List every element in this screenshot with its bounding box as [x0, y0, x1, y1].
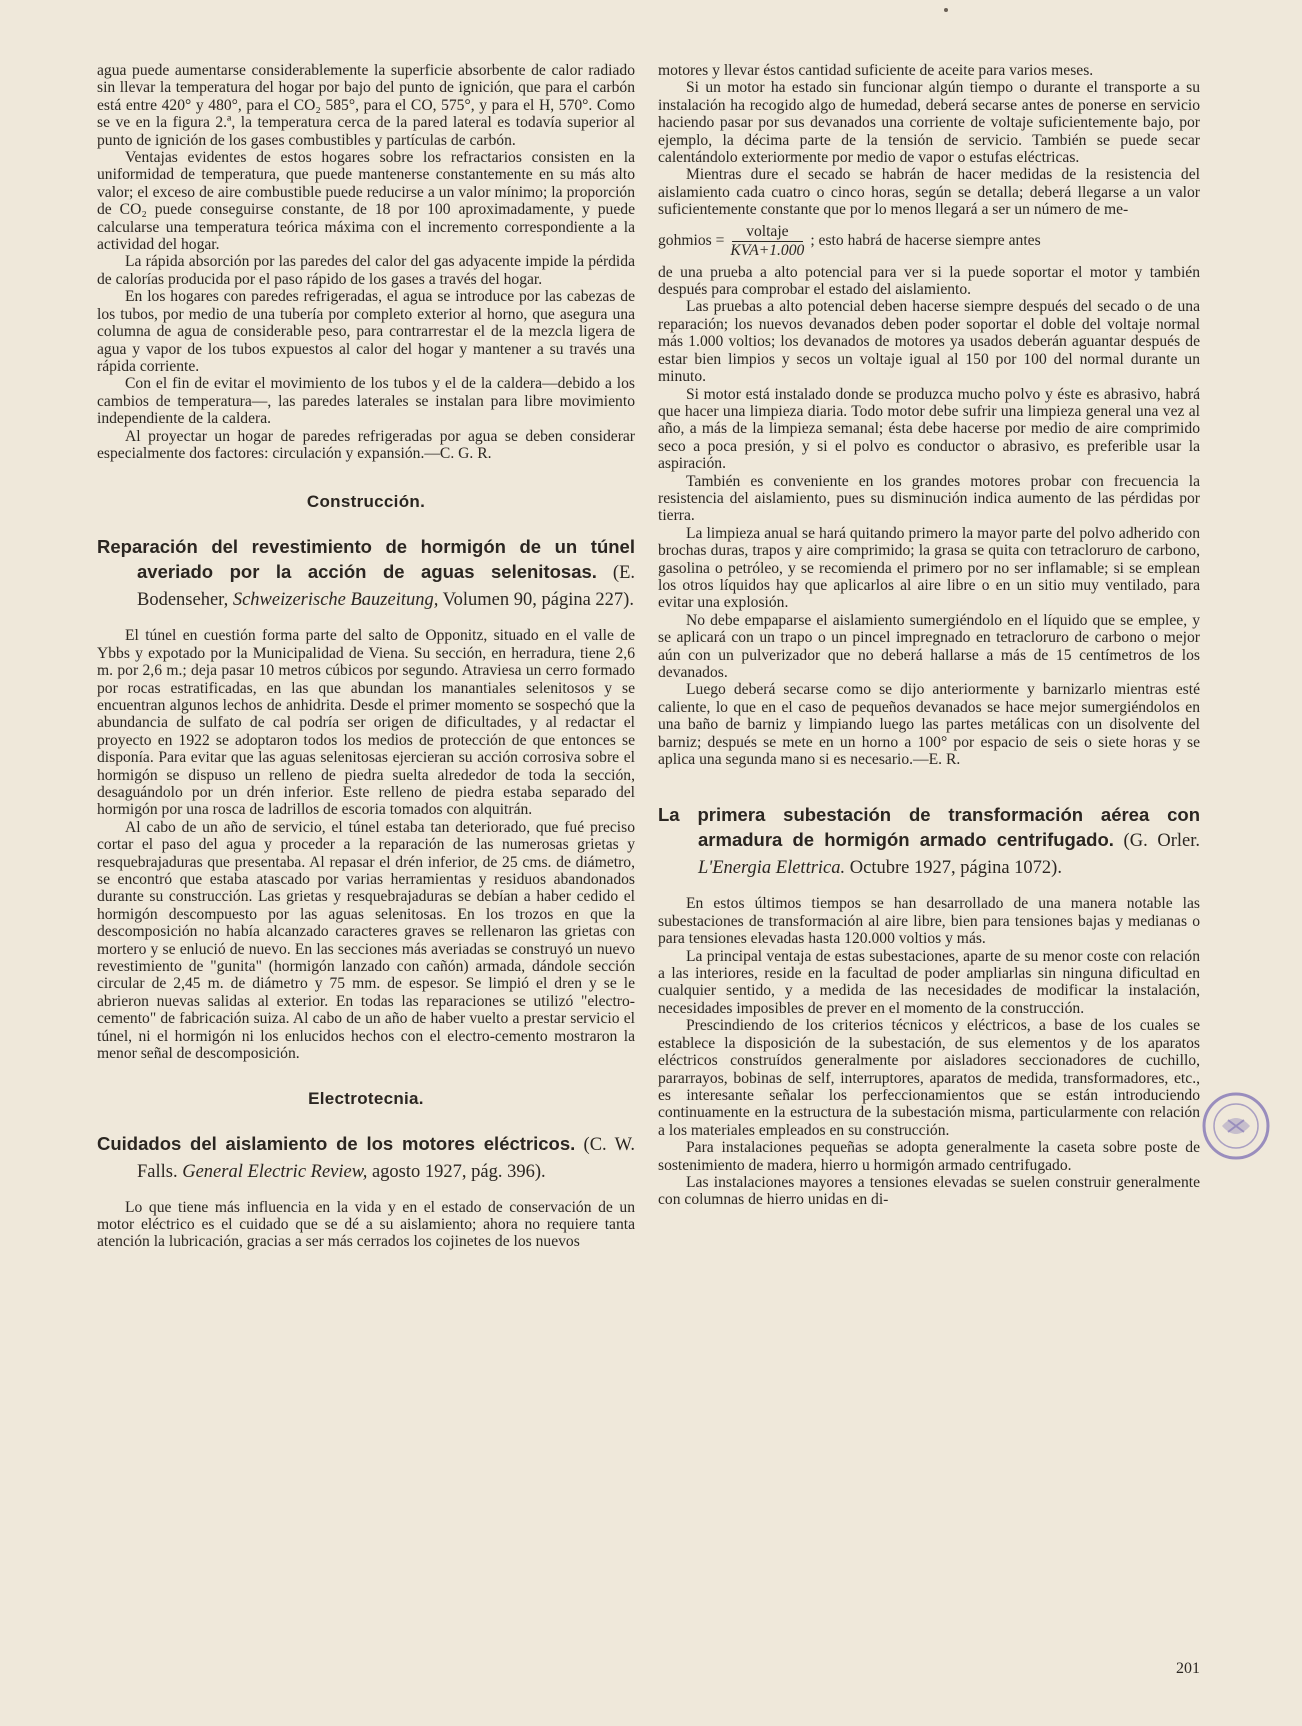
article-source: (G. Orler. [1113, 831, 1200, 852]
formula-rhs: ; esto habrá de hacerse siempre antes [810, 232, 1041, 250]
paragraph: Las pruebas a alto potencial deben hacerse siempre después del secado o de una reparación; los nuevos devanados deben poder soportar el doble del voltaje normal más 1.000 voltios; los devanados de motores ya usados deberán aguantar después de estar bien limpios y secos un voltaje igual al 150 por 100 del normal durante un minuto. [658, 298, 1200, 386]
right-column [658, 62, 1200, 1209]
paragraph: Al cabo de un año de servicio, el túnel estaba tan deteriorado, que fué preciso cortar el paso del agua y proceder a la reparación de las numerosas grietas y resquebrajaduras que presentaba. Al repasar el drén inferior, de 25 cms. de diámetro, se encontró que estaba atascado por varias herramientas y residuos abandonados durante su construcción. Las grietas y resquebrajaduras se debían a haber cedido el hormigón descompuesto por las aguas selenitosas. En los trozos en que la descomposición no había alcanzado caracteres graves se rellenaron las grietas con mortero y se enlució de nuevo. En las secciones más averiadas se construyó un nuevo revestimiento de "gunita" (hormigón lanzado con cañón) armada, dándole sección circular de 2,45 m. de diámetro y 75 mm. de espesor. Se limpió el dren y se le abrieron nuevas salidas al exterior. En todas las reparaciones se utilizó "electro-cemento" de fabricación suiza. Al cabo de un año de haber vuelto a prestar servicio el túnel, ni el hormigón ni los enlucidos hechos con el electro-cemento mostraron la menor señal de descomposición. [97, 818, 635, 1063]
paragraph: agua puede aumentarse considerablemente la superficie absorbente de calor radiado sin llevar la temperatura del hogar por bajo del punto de ignición, que para el carbón está entre 420° y 480°, para el CO₂ 585°, para el CO, 575°, y para el H, 570°. Como se ve en la figura 2.ª, la temperatura cerca de la pared lateral es todavía superior al punto de ignición de los gases combustibles y partículas de carbón. [97, 62, 635, 149]
article-source: (E. Bodenseher, [137, 563, 635, 611]
paragraph: de una prueba a alto potencial para ver si la puede soportar el motor y también después para comprobar el estado del aislamiento. [658, 263, 1200, 299]
paragraph: Para instalaciones pequeñas se adopta generalmente la caseta sobre poste de sostenimiento de madera, hierro u hormigón armado centrifugado. [658, 1139, 1200, 1174]
paragraph: Mientras dure el secado se habrán de hacer medidas de la resistencia del aislamiento cada cuatro o cinco horas, según se detalla; deberá llegarse a un valor suficientemente constante que por lo menos llegará a ser un número de me- [658, 166, 1200, 219]
speck-mark [944, 8, 948, 12]
paragraph: También es conveniente en los grandes motores probar con frecuencia la resistencia del aislamiento, pues su disminución indica aumento de las pérdidas por tierra. [658, 472, 1200, 525]
formula-numerator: voltaje [732, 223, 802, 242]
article-title [97, 534, 635, 613]
article-title-text: Cuidados del aislamiento de los motores eléctricos. [97, 1132, 576, 1154]
article-heading [658, 802, 1200, 881]
article-title [658, 802, 1200, 881]
paragraph: Lo que tiene más influencia en la vida y en el estado de conservación de un motor eléctrico es el cuidado que se dé a su aislamiento; ahora no requiere tanta atención la lubricación, gracias a ser más cerrados los cojinetes de los nuevos [97, 1198, 635, 1251]
section-heading-electrotecnia: Electrotecnia. [308, 1088, 424, 1108]
article-source-date: agosto 1927, pág. 396). [367, 1161, 546, 1182]
formula-lhs: gohmios = [658, 232, 725, 250]
paragraph: Prescindiendo de los criterios técnicos y eléctricos, a base de los cuales se establece la disposición de la subestación, de sus elementos y de los aparatos eléctricos construídos generalmente por aisladores seccionadores de cuchillo, pararrayos, bobinas de self, interruptores, aparatos de medida, transformadores, etc., es interesante señalar los perfeccionamientos que se están introduciendo continuamente en la estructura de la subestación misma, particularmente con relación a los materiales empleados en su construcción. [658, 1017, 1200, 1139]
article-source-journal: General Electric Review, [182, 1161, 368, 1182]
article-title-text: Reparación del revestimiento de hormigón de un túnel averiado por la acción de aguas selenitosas. [97, 536, 635, 583]
paragraph: Con el fin de evitar el movimiento de los tubos y el de la caldera—debido a los cambios de temperatura—, las paredes laterales se instalan para libre movimiento independiente de la caldera. [97, 375, 635, 428]
article-heading [97, 1131, 635, 1185]
formula-fraction [730, 223, 804, 260]
megohm-formula [658, 223, 1200, 260]
paragraph: No debe empaparse el aislamiento sumergiéndolo en el líquido que se emplee, y se aplicará con un trapo o un pincel impregnado en tetracloruro de carbono o mejor aún con un pulverizador que no deberá hallarse a más de 15 centímetros de los devanados. [658, 611, 1200, 681]
article-source-journal: L'Energia Elettrica. [698, 858, 846, 879]
article-source-date: Octubre 1927, página 1072). [845, 858, 1062, 879]
paragraph: motores y llevar éstos cantidad suficiente de aceite para varios meses. [658, 62, 1094, 79]
article-source: (C. W. Falls. [137, 1134, 635, 1182]
article-source-journal: Schweizerische Bauzeitung, [232, 590, 439, 611]
article-title [97, 1131, 635, 1185]
paragraph: La rápida absorción por las paredes del calor del gas adyacente impide la pérdida de calorías producida por el paso rápido de los gases a través del hogar. [97, 253, 635, 288]
paragraph: Si motor está instalado donde se produzca mucho polvo y éste es abrasivo, habrá que hacer una limpieza diaria. Todo motor debe sufrir una limpieza general una vez al año, a más de la limpieza semanal; ésta debe hacerse por medio de aire comprimido seco a poca presión, y si el polvo es conductor o abrasivo, es preferible usar la aspiración. [658, 385, 1200, 473]
article-title-text: La primera subestación de transformación aérea con armadura de hormigón armado centrifugado. [658, 804, 1200, 851]
paragraph: Luego deberá secarse como se dijo anteriormente y barnizarlo mientras esté caliente, lo que en el caso de pequeños devanados se hace mejor sumergiéndolos en una baño de barniz y limpiando luego las partes metálicas con un disolvente del barniz; después se mete en un horno a 100° por espacio de seis o siete horas y se aplica una segunda mano si es necesario.—E. R. [658, 681, 1200, 769]
paragraph: Ventajas evidentes de estos hogares sobre los refractarios consisten en la uniformidad de temperatura, que puede mantenerse constantemente en su más alto valor; el exceso de aire combustible puede reducirse a un valor mínimo; la proporción de CO₂ puede conseguirse constante, de 18 por 100 aproximadamente, y puede calcularse una temperatura teórica máxima con el incremento correspondiente a la actividad del hogar. [97, 149, 635, 254]
paragraph: Si un motor ha estado sin funcionar algún tiempo o durante el transporte a su instalación ha recogido algo de humedad, deberá secarse antes de ponerse en servicio haciendo pasar por sus devanados una corriente de voltaje suficientemente bajo, por ejemplo, la décima parte de la tensión de servicio. También se puede secar calentándolo exteriormente por medio de vapor o estufas eléctricas. [658, 79, 1200, 167]
article-source-volume: Volumen 90, página 227). [438, 590, 634, 611]
paragraph: El túnel en cuestión forma parte del salto de Opponitz, situado en el valle de Ybbs y expotado por la Municipalidad de Viena. Su sección, en herradura, tiene 2,6 m. por 2,6 m.; deja pasar 10 metros cúbicos por segundo. Atraviesa un cerro formado por rocas estratificadas, en las que abundan los manantiales selenitosos y se encuentran algunos lechos de anhidrita. Desde el primer momento se sospechó que la abundancia de sulfato de cal podría ser origen de dificultades, y al redactar el proyecto en 1922 se adoptaron todos los medios de protección de que entonces se disponía. Para evitar que las aguas selenitosas ejercieran su acción corrosiva sobre el hormigón se dispuso un relleno de piedra suelta alrededor de toda la sección, desaguándolo por un drén inferior. Este relleno de piedra estaba separado del hormigón por una rosca de ladrillos de escoria tomados con alquitrán. [97, 627, 635, 819]
paragraph: En estos últimos tiempos se han desarrollado de una manera notable las subestaciones de transformación al aire libre, bien para tensiones bajas y medianas o para tensiones elevadas hasta 120.000 voltios y más. [658, 895, 1200, 948]
paragraph: Al proyectar un hogar de paredes refrigeradas por agua se deben considerar especialmente dos factores: circulación y expansión.—C. G. R. [97, 427, 635, 462]
article-heading [97, 534, 635, 613]
library-stamp-icon [1200, 1090, 1272, 1162]
left-column [97, 62, 635, 1251]
paragraph: En los hogares con paredes refrigeradas, el agua se introduce por las cabezas de los tubos, por medio de una tubería por completo exterior al horno, que asegura una columna de agua de considerable peso, para contrarrestar el de la mezcla ligera de agua y vapor de los tubos expuestos al calor del hogar y mantener a su través una rápida corriente. [97, 288, 635, 375]
paragraph: La principal ventaja de estas subestaciones, aparte de su menor coste con relación a las interiores, reside en la facultad de poder ampliarlas sin ninguna dificultad en cualquier sentido, y a medida de las necesidades de modificar la instalación, necesidades imposibles de prever en el momento de la construcción. [658, 947, 1200, 1017]
section-heading-construccion: Construcción. [306, 492, 426, 512]
paragraph: La limpieza anual se hará quitando primero la mayor parte del polvo adherido con brochas duras, trapos y aire comprimido; la grasa se quita con tetracloruro de carbono, gasolina o petróleo, y se recomienda el primero por no ser inflamable; si se emplean los otros líquidos hay que aplicarlos al aire libre o en un sitio muy ventilado, para evitar una explosión. [658, 524, 1200, 612]
page-number: 201 [1176, 1660, 1200, 1677]
paragraph: Las instalaciones mayores a tensiones elevadas se suelen construir generalmente con columnas de hierro unidas en di- [658, 1173, 1200, 1209]
formula-denominator: KVA+1.000 [730, 241, 805, 259]
